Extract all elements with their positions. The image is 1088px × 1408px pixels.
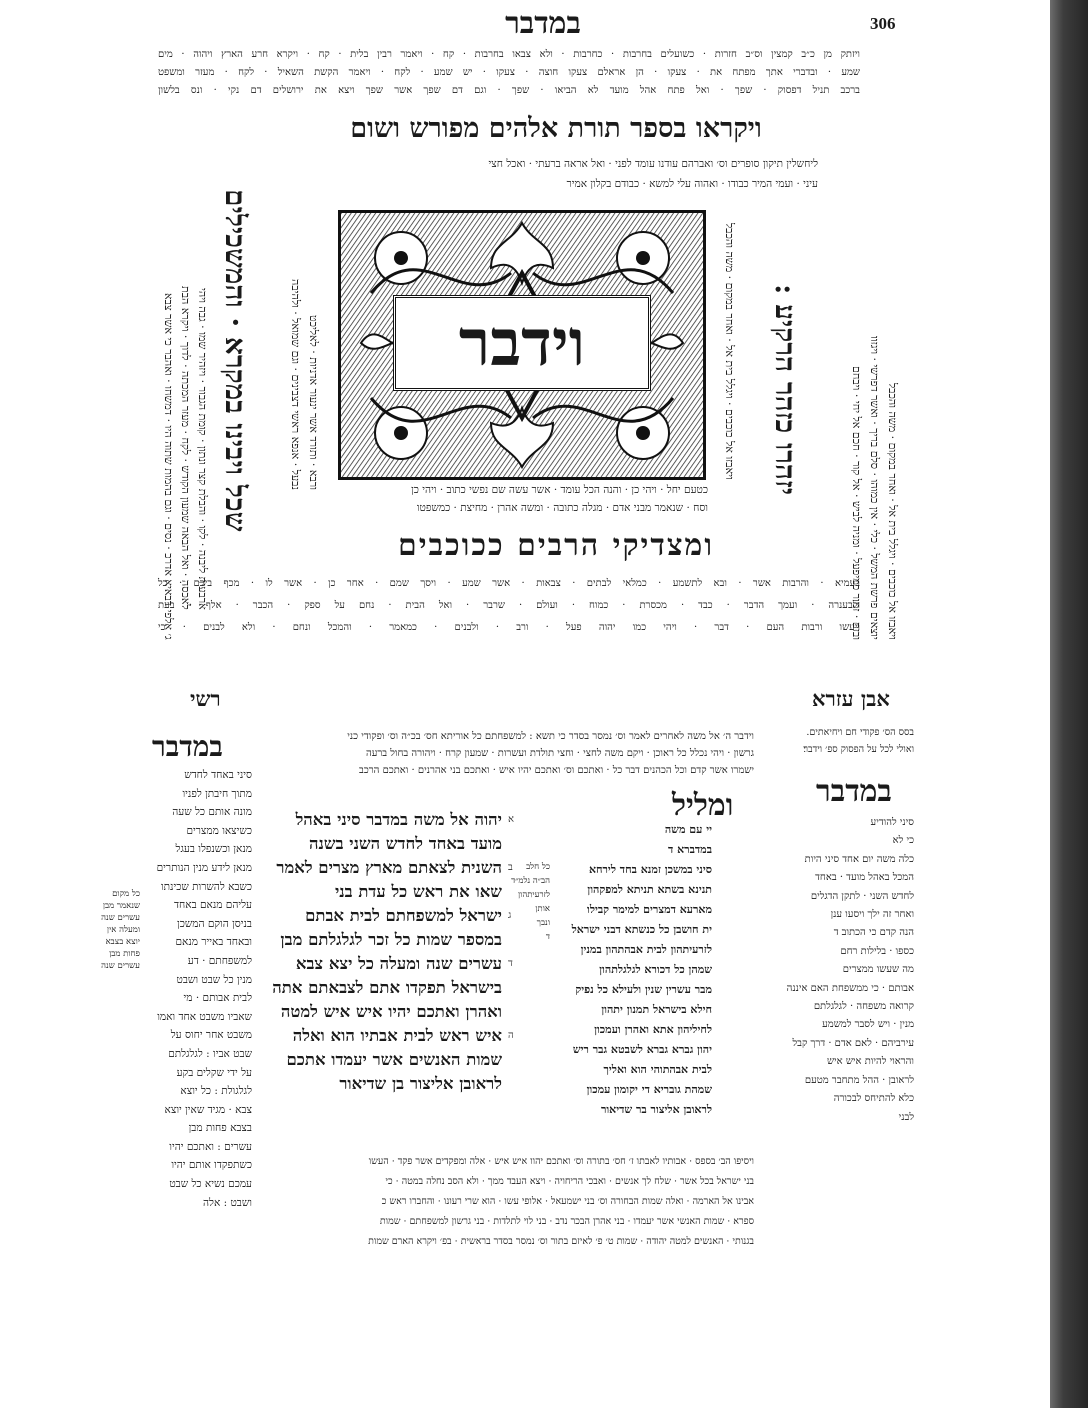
rashi-line: מנאן וכשנפלו בעגל xyxy=(175,843,252,856)
ibn-ezra-line: כלא להתיחס לבכורה xyxy=(833,1093,914,1105)
targum-heading-word: ומליל xyxy=(672,788,734,823)
bottom-note-line: ויסיפו הב׳ בספס · אבותיו לאבתו ז׳ חס׳ בתורה וס׳ ואתכם יהוו איש איש · אלה ומפקדים אשר פקד · העשו xyxy=(368,1156,754,1167)
ibn-ezra-line: לחדש השני · לתקן הדגלים xyxy=(810,890,914,902)
torah-line: שמות האנשים אשר יעמדו אתכם xyxy=(286,1050,502,1069)
ibn-ezra-line: המכל באהל מועד · באחד xyxy=(815,872,914,884)
ibn-ezra-line: אבותם · כי ממשפחת האם איננה xyxy=(786,982,914,994)
commentary-line: וידבר ה׳ אל משה לאחרים לאמר וס׳ נמסר בסדר כי תשא : למשפחתם כל אוריתא חס׳ בכ״ה וס׳ ופקודי כני xyxy=(347,731,754,742)
rashi-line: שאביו משבט אחד ואמו xyxy=(157,1010,252,1023)
margin-note-line: פחות מבן xyxy=(109,949,140,959)
woodcut-illustration xyxy=(338,210,706,480)
ibn-ezra-line: לבני xyxy=(898,1111,914,1123)
ibn-ezra-line: כספו · בלילות רחם xyxy=(840,945,914,957)
torah-line: ואהרן ואתכם יהיו איש איש למטה xyxy=(280,1002,502,1021)
margin-note-line: שנאמר מבן xyxy=(102,901,140,911)
verse-letter: א xyxy=(508,814,515,825)
rashi-line: מתוך חיבתן לפניו xyxy=(182,787,252,800)
rashi-commentary xyxy=(140,766,252,1212)
torah-line: יהוה אל משה במדבר סיני באהל xyxy=(295,810,502,829)
targum-line: יהון גברא גברא לשבטא גבר ריש xyxy=(572,1043,712,1056)
rashi-line: ושבט : אלה xyxy=(203,1196,252,1209)
margin-note-line: אותן xyxy=(535,904,550,914)
masora-bottom-notes xyxy=(268,1152,754,1252)
bottom-note-line: בני ישראל בכל אשר · שלח לך אנשים · ואבכי הריחויה · ויצא העבד ממך · ולא הסב נחלה במטה · כי xyxy=(385,1176,754,1187)
targum-line: מארעא דמצרים למימר קבילו xyxy=(587,903,712,916)
ibn-ezra-label: אבן עזרא xyxy=(812,686,890,711)
targum-line: שמהת גובריא די יקומון עמכון xyxy=(586,1083,712,1096)
verse-letter: ב xyxy=(508,862,513,873)
targum-line: במדברא ד xyxy=(668,843,712,856)
running-head: במדבר xyxy=(505,6,581,41)
rashi-line: על ידי שקלים בקע xyxy=(176,1066,252,1079)
scan-edge xyxy=(1050,0,1088,1408)
targum-line: סיני במשכן זמנא בחד לירחא xyxy=(588,863,712,876)
ibn-ezra-line: הנה קדם כי הכתוב ד xyxy=(833,927,914,939)
torah-line: במספר שמות כל זכר לגלגלתם מבן xyxy=(280,930,502,949)
verse-letter: ה xyxy=(508,1030,514,1041)
torah-line: השנית לצאתם מארץ מצרים לאמר xyxy=(276,858,502,877)
rashi-line: כשיצאו ממצרים xyxy=(186,824,252,837)
ibn-ezra-line: והראוי להיות איש איש xyxy=(826,1056,914,1068)
targum-line: לראובן אליצור בר שדיאור xyxy=(600,1103,712,1116)
targum-line: לבית אבהתוהי הוא ואליך xyxy=(603,1063,712,1076)
rashi-margin-note xyxy=(88,888,140,972)
ibn-ezra-line: ואחר זה ילך ויסעו ענן xyxy=(830,909,914,921)
bottom-note-line: אבינו אל הארמה · ואלה שמות הבחורה וס׳ בני ישמעאל · אלופי עשו · הוא שרי רעונו · והחברו ראש כ xyxy=(381,1196,754,1207)
torah-line: בישראל תפקדו אתם לצבאתם אתה xyxy=(272,978,502,997)
rashi-line: משבט אחר יחוס על xyxy=(170,1029,252,1042)
ibn-ezra-line: ואולי לכל על הפסוק ספ׳ וידבר׃ xyxy=(803,744,914,755)
targum-line: חילא בישראל תמנון יתהון xyxy=(601,1003,712,1016)
targum-margin-notes xyxy=(511,860,550,944)
torah-line: עשרים שנה ומעלה כל יצא צבא xyxy=(295,954,502,973)
masora-side-column: ויאבזו אל כוכבים · ויגלל בית אל · ואחר במקום · משה והכבל xyxy=(886,383,899,640)
ibn-ezra-line: סיני להודיע xyxy=(870,817,914,828)
rashi-line: עליהם מנאם באחד xyxy=(174,899,252,912)
ibn-ezra-line: עירביהם · לאם אדם · דרך קבל xyxy=(792,1037,914,1049)
margin-note-line: ומעלה אין xyxy=(106,925,140,935)
frame-inner-column: ויאבזו אל כוכבים · ויגלל בית אל · ואחר במקום · משה והכבל xyxy=(723,223,736,480)
targum-line: שמהן כל דכורא לגלגלתהון xyxy=(599,963,712,976)
masora-side-column: לאכסה · ואל הבאה שמעון הקודש · לקח · מעזר המכתה · לדוך · ויקרא הבת xyxy=(179,286,192,610)
masora-top-line: שמע · ובדברי אתך מפתח את · צעקו · הן אראלם צעקו חוצה · צעקו · יש שמע · לקח · ויאמר הקשת השאיל · לקח · מעזר ומשפט xyxy=(158,67,860,78)
rashi-line: לבית אבותם · מי xyxy=(183,992,252,1005)
rashi-line: בצבא פחות מבן xyxy=(188,1122,252,1135)
rashi-line: לגלגולת : כל יוצא xyxy=(180,1085,252,1098)
ibn-ezra-top-lines xyxy=(764,724,914,758)
frame-small-text: כטעם יחל · ויהי כן · והנה הכל עומד · אשר עשה שם נפשי כתוב · ויהי כן xyxy=(411,484,708,496)
margin-note-line: ונבך xyxy=(536,918,550,928)
masora-side-column: ארבעית ליבנה · לקו · והבלת קצר ונתון · קומת הגבור · ויזהיר שמו · גבה ויהי xyxy=(196,288,209,610)
margin-note-line: הב״ה נלמ״ד xyxy=(511,876,550,886)
verse-letter: ג xyxy=(508,910,512,921)
masora-bottom-line: ולבענרה · ועמך הדבר · כבד · מכסרת · כמוח · ועולם · שרבר · ואל הבית · נחם על ספק · הכבר · אלף · בעת xyxy=(158,600,860,611)
masora-side-column: ג׳ אלפי דבאיא אדרכ · נסים · וגם בהמות שתוה היו · דמשחו · ואהבר כי אשר צבא xyxy=(162,293,175,640)
rashi-line: בניסן הוקם המשכן xyxy=(177,917,252,930)
frame-small-text: וסח · שנאמר מבני אדם · מגלה כתובה · ומשה אהרן · מחיצת · כמשפטו xyxy=(416,502,708,514)
ibn-ezra-line: מנין · ויש לסבר למשמע xyxy=(822,1019,914,1031)
rashi-line: סיני באחד לחדש xyxy=(184,769,252,781)
margin-note-line: כל מקום xyxy=(112,889,140,899)
frame-inner-column: ורבא · ותורד אשר ינעור אדניות · לאליכט xyxy=(307,315,320,490)
frame-bottom-line: ומצדיקי הרבים ככוכבים xyxy=(397,528,715,563)
masora-commentary-block xyxy=(270,728,754,779)
masora-bottom-line: בעמיא · והרבות אשר · ובא לתשמע · כמלאי לבתים · צבאות · אשר שמע · ויסך שמם · אחר כן · אשר לו · מכף ביכם · כל xyxy=(158,578,860,589)
rashi-line: מנין כל שבט ושבט xyxy=(176,973,252,986)
rashi-line: כשתפקדו אותם יהיו xyxy=(171,1159,252,1172)
commentary-line: גרשון · ויהי נכלל כל ראוכן · ויקם משה לחצי · וחצי תולדת ועשרות · שמעון קרח · ויהורה בחול ברעה xyxy=(365,748,754,759)
ibn-ezra-heading-word: במדבר xyxy=(816,774,892,809)
rashi-line: שבט אביו : לגלגלתם xyxy=(168,1047,252,1060)
margin-note-line: לזרעיתהון xyxy=(518,890,550,900)
torah-line: איש ראש לבית אבתיו הוא ואלה xyxy=(292,1026,502,1045)
ibn-ezra-line: בסס הס׳ פקודי חם ויחיאתים. xyxy=(806,727,914,738)
rashi-line: מנאן לידע מנין הנותרים xyxy=(156,861,252,874)
ibn-ezra-line: מה שעשו ממצרים xyxy=(842,964,914,976)
frame-left-vertical: שכל ויבינו במקרא · והמשכילים xyxy=(219,188,252,532)
torah-text-column xyxy=(262,808,502,1096)
masora-top-line: ויזתק מן כ״ב קמצין וס״ב חזרות · כשועלים בחרבות · כחרבות · ולא צבאו בחרבות · קח · ויאמר רבין בלית · קח · ויקרא חרע הארץ ויהוה · מים xyxy=(158,49,860,60)
masora-bottom-line: ויעשו ורבות העם · דבר · ויהי כמו יהוה פעל · ורב · ולבנים · כמאמר · והמכל ונחם · ולא לבנים · כי xyxy=(158,622,860,633)
torah-line: לראובן אליצור בן שדיאור xyxy=(339,1074,502,1093)
torah-line: ישראל למשפחתם לבית אבתם xyxy=(305,906,502,925)
bottom-note-line: ספרא · שמות האנשי אשר יעמדו · בני אהרן הבכר נדב · בני לוי לתלדות · בני גרשון למשפחתם · שמות xyxy=(379,1216,754,1227)
frame-heading: ויקראו בספר תורת אלהים מפורש ושום xyxy=(350,113,762,144)
ibn-ezra-commentary xyxy=(764,814,914,1127)
frame-inner-column: נבעל · אנפא ראשי דצבינים · וגם שמואל · ולהיבה xyxy=(289,279,302,490)
rashi-line: עמכם נשיא כל שבט xyxy=(169,1178,252,1191)
rashi-line: ובאחד באייר מנאם xyxy=(175,936,252,949)
frame-small-text: עיני · ועמי המיר כבודו · ואהוה עלי למשא · כבודם בקלון אמיר xyxy=(566,178,818,190)
targum-line: מבר עשרין שנין ולעילא כל נפיק xyxy=(575,983,712,996)
margin-note-line: עשרים שנה xyxy=(101,961,140,971)
targum-line: יי עם משה xyxy=(664,823,712,836)
rashi-line: מונה אותם כל שעה xyxy=(172,806,252,819)
margin-note-line: כל חלב xyxy=(526,862,550,872)
bottom-note-line: בגנותי · האנשים למטה יהודה · שמות ט׳ פ׳ לאיזם בתור וס׳ נמסר בסדר בראשית · בפ׳ ויקרא הארם שמות xyxy=(368,1236,754,1247)
masora-top-line: ברכב תניל דפסוק · שפך · ואל פתח אהל מועד לא הביאו · שפך · וגם דם שפך אשר שפך ויצא את ירושלים דם נקי · ונס בלשון xyxy=(158,85,860,96)
frame-right-vertical: יזהרו כזהר הרקיע : xyxy=(769,284,802,496)
page-number: 306 xyxy=(870,14,896,33)
masora-side-column: יוצאים פרשת המשל · כלי · אין כמוהו · סלם בריך · ואשר דפרשי · ויגזוו xyxy=(868,336,881,640)
ibn-ezra-line: כי לא xyxy=(892,835,914,847)
targum-line: לחיליהון אתא ואהרן ועמכון xyxy=(594,1023,712,1036)
ibn-ezra-line: לראובן · ההל מתחבר מטעם xyxy=(804,1074,914,1086)
margin-note-line: ד xyxy=(545,932,550,942)
targum-text-column xyxy=(552,820,712,1120)
rashi-heading-word: במדבר xyxy=(152,730,223,763)
margin-note-line: יוצא בצבא xyxy=(105,937,140,947)
opening-word-plaque: וידבר xyxy=(393,295,651,391)
targum-line: ית חושבן כל כנשתא דבני ישראל xyxy=(571,923,712,936)
margin-note-line: עשרים שנה xyxy=(101,913,140,923)
targum-line: לזרעיתהון לבית אבהתהון במנין xyxy=(580,943,712,956)
masora-side-column: ובזם · זמור כמיפעל · ומניה לביש · אל קור · חכם אל יחי · ויבחם xyxy=(850,366,863,640)
targum-line: תנינא בשתא תניתא למפקהון xyxy=(587,883,712,896)
torah-line: מועד באחד לחדש השני בשנה xyxy=(309,834,502,853)
rashi-line: צבא · מגיד שאין יוצא xyxy=(164,1103,252,1116)
ibn-ezra-line: קרואה משפחה · לגלגלתם xyxy=(813,1001,914,1013)
rashi-line: עשרים : ואתכם יהיו xyxy=(169,1140,252,1153)
frame-small-text: ליחשלין תיקון סופרים וס׳ ואברהם עודנו עומד לפני · ואל אראה ברעתי · ואכל חצי xyxy=(488,158,818,170)
torah-line: שאו את ראש כל עדת בני xyxy=(334,882,502,901)
commentary-line: ישמרו אשר קדם וכל הכהנים דבר כל · ואתכם וס׳ ואתכם יהיו איש · ואתכם בני אהרנים · ואתכם הרכב xyxy=(359,765,754,776)
ibn-ezra-line: כלה משה יום אחד סיני היות xyxy=(804,853,914,865)
rashi-label: רשי xyxy=(190,686,221,711)
verse-letter: ד xyxy=(508,958,513,969)
rashi-line: כשבא להשרות שכינתו xyxy=(160,880,252,893)
rashi-line: למשפחתם · דע xyxy=(187,954,252,967)
